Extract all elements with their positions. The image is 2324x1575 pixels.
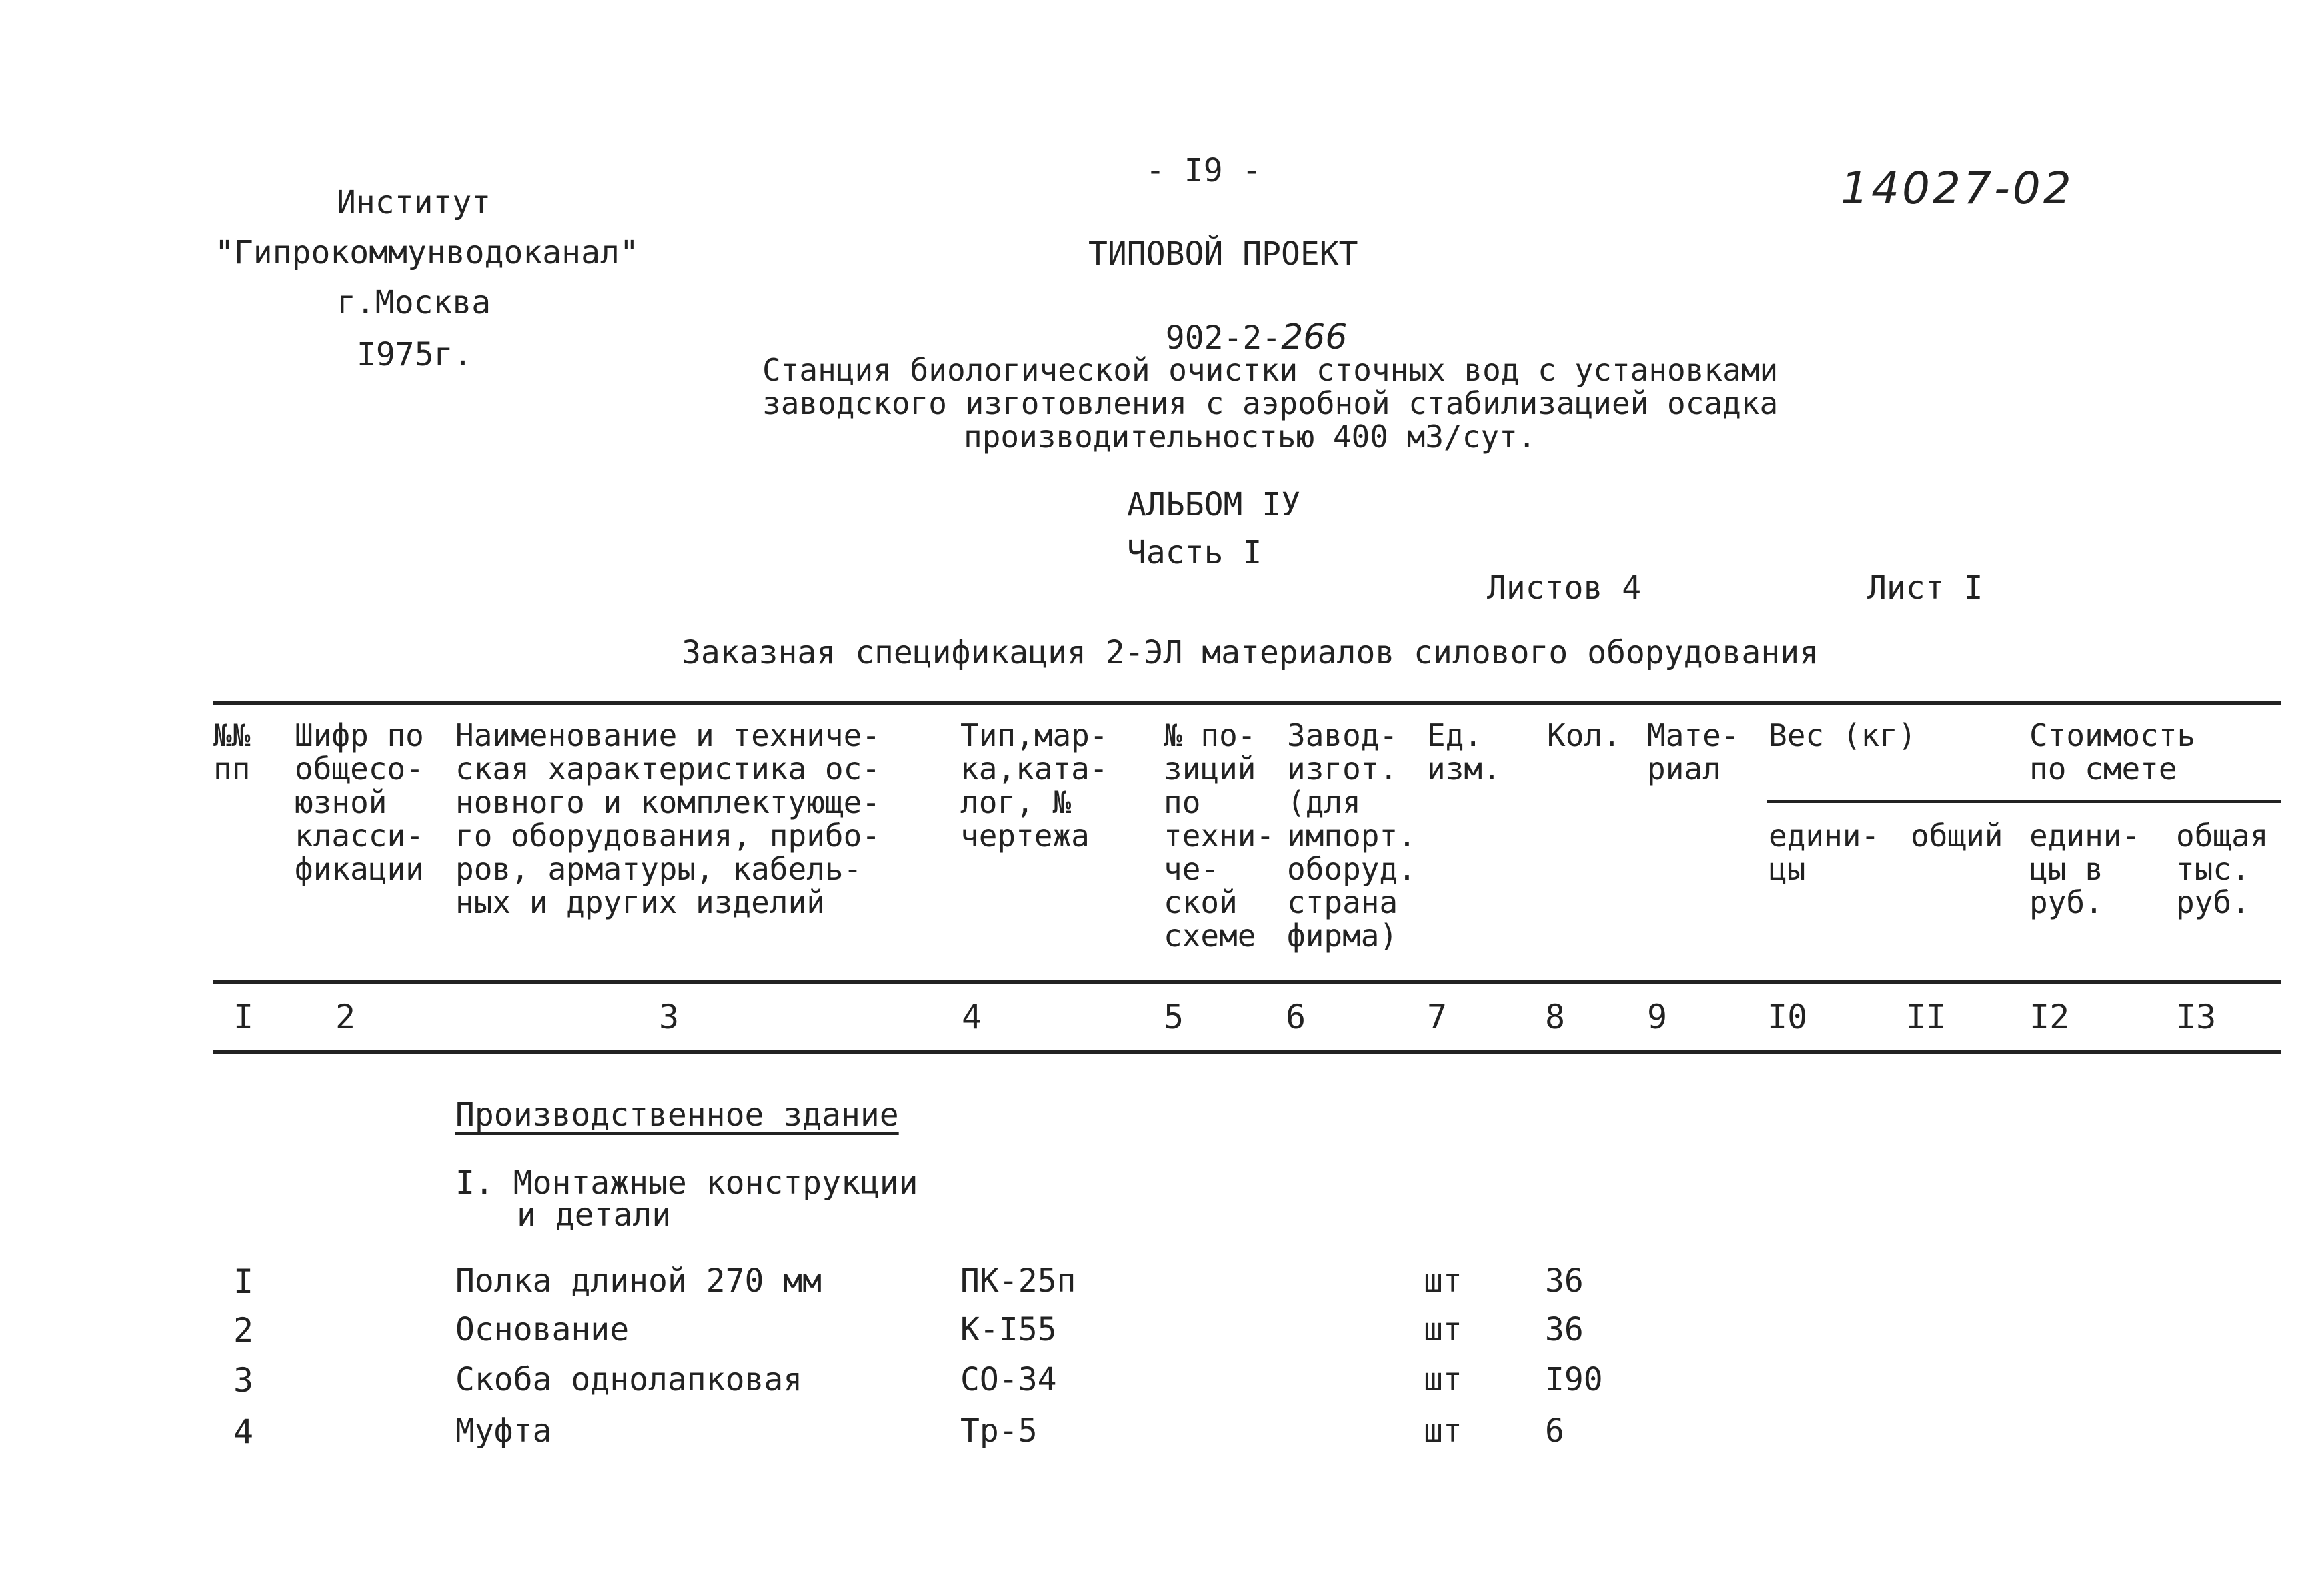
header-col-4: Тип,мар- ка,ката- лог, № чертежа [960,717,1108,854]
row-name: Скоба однолапковая [455,1361,803,1398]
row-unit: шт [1424,1311,1462,1348]
institute-label: Институт [337,184,491,221]
row-type: Тр-5 [960,1412,1038,1450]
row-qty: 36 [1545,1311,1584,1348]
column-number: 8 [1545,998,1566,1036]
project-code-handwritten: 266 [1281,317,1348,357]
header-col-3: Наименование и техниче- ская характеристика ос- новного и комплектующе- го оборудования, прибо- ров, арматуры, кабель- ных и других изделий [455,717,880,920]
row-name: Основание [455,1311,630,1348]
title-line-2: заводского изготовления с аэробной стабилизацией осадка [762,385,1779,421]
header-cost-group: Стоимость по смете [2029,717,2196,787]
row-unit: шт [1424,1262,1462,1300]
column-number: I2 [2029,998,2070,1036]
column-number: 4 [962,998,982,1036]
header-col-5: № по- зиций по техни- че- ской схеме [1164,717,1275,954]
row-qty: I90 [1545,1361,1603,1398]
row-number: 2 [233,1311,254,1350]
group-subheader-rule [1767,800,2281,803]
header-col-1: №№ пп [213,717,251,787]
subsection-title-line-1: I. Монтажные конструкции [455,1164,918,1202]
column-number: 5 [1164,998,1184,1036]
column-number: 3 [659,998,680,1036]
header-col-7: Ед. изм. [1427,717,1501,787]
column-number: II [1906,998,1947,1036]
column-number: I0 [1767,998,1808,1036]
column-number: I3 [2176,998,2217,1036]
column-number: 7 [1427,998,1448,1036]
table-top-rule [213,701,2281,705]
row-type: К-I55 [960,1311,1057,1348]
document-number: 14027-02 [1841,163,2074,214]
row-name: Муфта [455,1412,552,1450]
title-line-3: производительностью 400 м3/сут. [964,419,1536,455]
column-number: I [233,998,254,1036]
row-qty: 6 [1545,1412,1564,1450]
column-number: 6 [1286,998,1306,1036]
header-col-12: едини- цы в руб. [2029,818,2141,920]
header-col-6: Завод- изгот. (для импорт. оборуд. страна фирма) [1287,717,1416,954]
row-qty: 36 [1545,1262,1584,1300]
year-label: I975г. [357,336,473,373]
page-number: - I9 - [1146,152,1262,189]
project-code [1127,288,1347,355]
header-col-2: Шифр по общесо- юзной класси- фикации [295,717,424,887]
row-name: Полка длиной 270 мм [455,1262,822,1300]
project-code-prefix: 902-2- [1165,319,1282,357]
subsection-title-line-2: и детали [517,1196,672,1234]
sheets-total: Листов 4 [1487,569,1642,607]
column-number: 9 [1647,998,1668,1036]
row-unit: шт [1424,1412,1462,1450]
header-bottom-rule [213,980,2281,984]
header-col-10: едини- цы [1769,818,1880,887]
header-weight-group: Вес (кг) [1769,717,1917,753]
header-col-13: общая тыс. руб. [2176,818,2269,920]
header-col-9: Мате- риал [1647,717,1740,787]
title-line-1: Станция биологической очистки сточных вод с установками [762,352,1779,388]
section-title: Производственное здание [455,1096,899,1134]
row-type: СО-34 [960,1361,1057,1398]
column-number: 2 [335,998,356,1036]
row-number: 4 [233,1412,254,1451]
row-number: I [233,1262,254,1301]
project-label: ТИПОВОЙ ПРОЕКТ [1088,235,1358,273]
spec-title: Заказная спецификация 2-ЭЛ материалов силового оборудования [682,634,1819,671]
city-label: г.Москва [337,284,491,321]
sheet-number: Лист I [1867,569,1983,607]
row-type: ПК-25п [960,1262,1076,1300]
part-label: Часть I [1127,534,1262,571]
row-unit: шт [1424,1361,1462,1398]
row-number: 3 [233,1361,254,1400]
album-label: АЛЬБОМ IУ [1127,486,1301,523]
header-col-8: Кол. [1547,717,1621,753]
organization-name: "Гипрокоммунводоканал" [215,234,639,271]
column-numbers-rule [213,1050,2281,1054]
header-col-11: общий [1911,818,2003,854]
